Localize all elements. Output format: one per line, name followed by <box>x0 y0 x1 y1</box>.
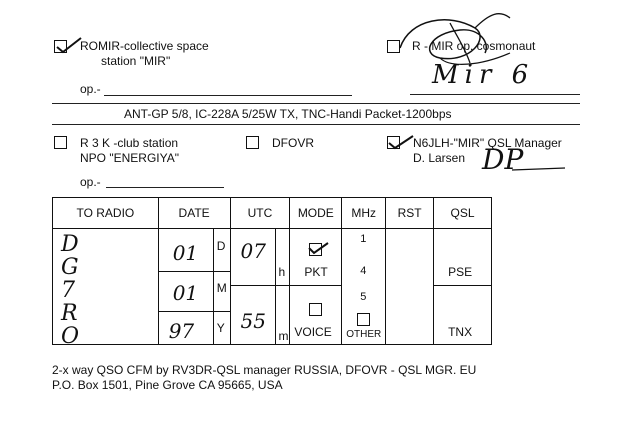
other-checkbox[interactable] <box>357 313 370 326</box>
r3k-checkbox[interactable] <box>54 136 67 149</box>
to-radio-cell[interactable] <box>53 229 159 349</box>
dfovr-label: DFOVR <box>272 136 314 150</box>
header-utc: UTC <box>230 198 290 229</box>
mhz-other-label: OTHER <box>346 329 382 340</box>
checkmark-icon <box>386 132 416 152</box>
utc-minute: 55 <box>240 309 266 333</box>
utc-h-label: h <box>278 265 286 279</box>
mhz-cell[interactable] <box>342 229 386 345</box>
dfovr-checkbox[interactable] <box>246 136 259 149</box>
energiya-label: NPO "ENERGIYA" <box>80 151 179 165</box>
date-divider-1 <box>159 271 230 272</box>
manager-name: D. Larsen <box>413 151 466 165</box>
romir-label: ROMIR-collective space <box>80 39 209 53</box>
date-letter-m: M <box>216 281 227 295</box>
op-label-top: op.- <box>80 82 101 96</box>
qsl-pse: PSE <box>448 265 473 279</box>
qsl-divider <box>434 285 491 286</box>
date-letter-column <box>213 229 214 344</box>
date-divider-2 <box>159 311 230 312</box>
footer-line-2: P.O. Box 1501, Pine Grove CA 95665, USA <box>52 378 283 392</box>
mhz-value-5: 5 <box>360 291 367 303</box>
header-mode: MODE <box>290 198 342 229</box>
date-letter-y: Y <box>216 321 225 335</box>
initials-underline <box>510 164 570 174</box>
date-letter-d: D <box>216 239 226 253</box>
rst-cell[interactable] <box>386 229 434 345</box>
op-line-bottom <box>106 187 224 188</box>
header-to-radio: TO RADIO <box>53 198 159 229</box>
qsl-tnx: TNX <box>448 325 473 339</box>
header-date: DATE <box>158 198 230 229</box>
mir-station-label: station "MIR" <box>101 54 171 68</box>
date-cell[interactable] <box>158 229 230 345</box>
n6jlh-label: N6JLH-"MIR" QSL Manager <box>413 136 562 150</box>
utc-unit-column <box>275 229 276 344</box>
qsl-cell[interactable] <box>434 229 492 345</box>
header-qsl: QSL <box>434 198 492 229</box>
handwritten-op: Mir 6 <box>432 60 535 90</box>
qso-table <box>52 197 492 349</box>
utc-cell[interactable] <box>230 229 290 345</box>
header-rst: RST <box>386 198 434 229</box>
op-line-top <box>104 95 352 96</box>
date-day: 01 <box>172 241 199 265</box>
date-year: 97 <box>168 319 195 343</box>
mhz-value-4: 4 <box>360 265 367 277</box>
signature-initials: DP <box>482 143 524 176</box>
equipment-line: ANT-GP 5/8, IC-228A 5/25W TX, TNC-Handi Packet-1200bps <box>124 107 452 121</box>
utc-hour: 07 <box>240 239 266 263</box>
mode-voice-label: VOICE <box>294 325 332 339</box>
voice-checkbox[interactable] <box>309 303 322 316</box>
cosmonaut-label: R - MIR op. cosmonaut <box>412 39 536 53</box>
separator-top <box>52 103 580 104</box>
checkmark-icon <box>306 239 332 257</box>
separator-bottom <box>52 124 580 125</box>
mhz-value-1: 1 <box>360 233 367 245</box>
mode-divider <box>290 285 341 286</box>
utc-m-label: m <box>278 329 289 343</box>
op-label-bottom: op.- <box>80 175 101 189</box>
mode-cell[interactable] <box>290 229 342 345</box>
mode-pkt-label: PKT <box>304 265 328 279</box>
date-month: 01 <box>172 281 199 305</box>
r3k-label: R 3 K -club station <box>80 136 179 150</box>
handwritten-callsign: DG7RO <box>61 232 80 349</box>
op-line-right <box>410 94 580 95</box>
header-mhz: MHz <box>342 198 386 229</box>
footer-line-1: 2-x way QSO CFM by RV3DR-QSL manager RUSSIA, DFOVR - QSL MGR. EU <box>52 363 477 377</box>
utc-divider <box>231 285 290 286</box>
